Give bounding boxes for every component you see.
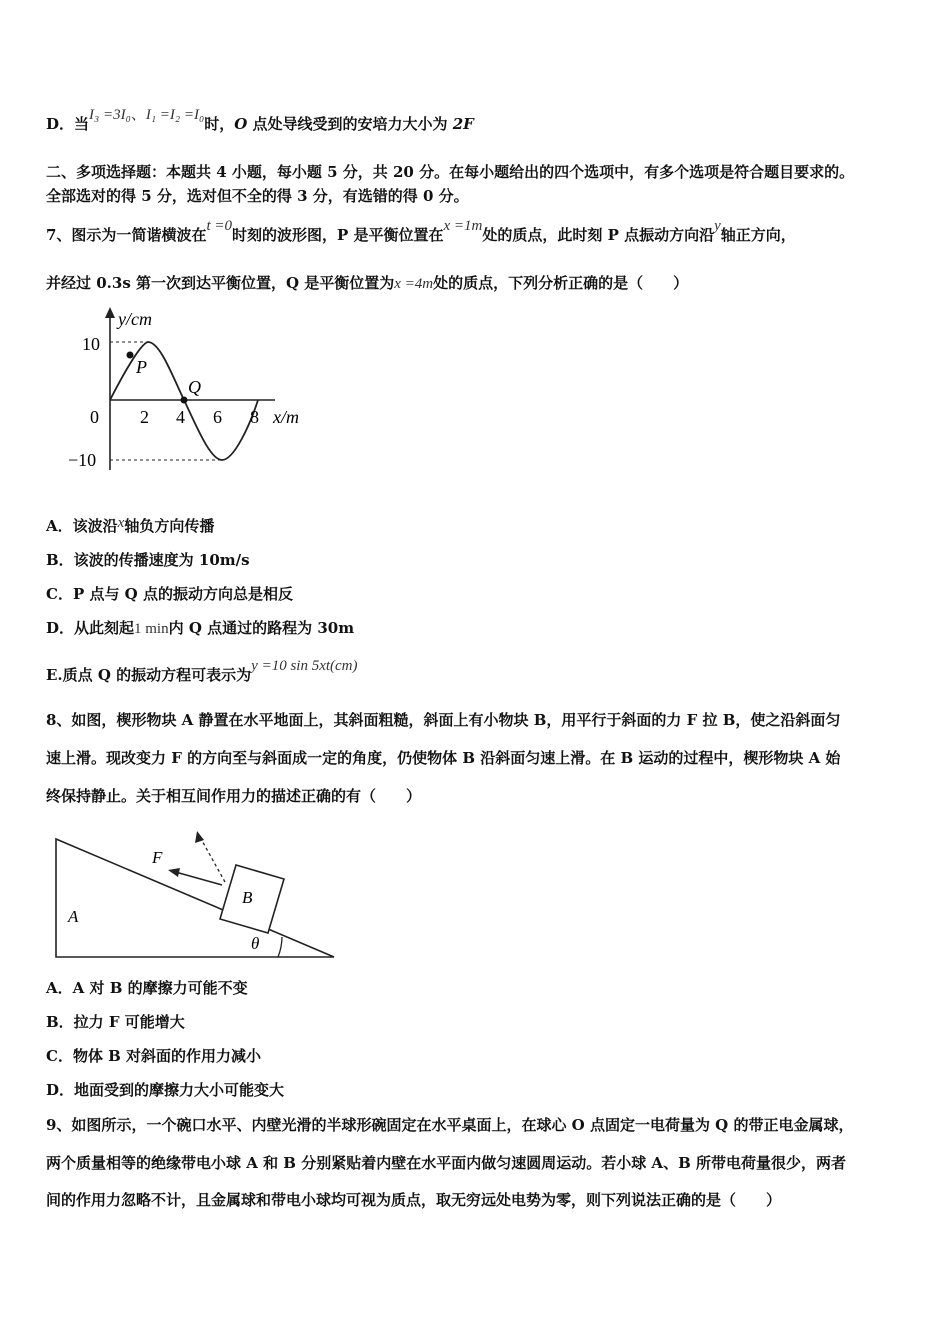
q7-option-a-math: x — [117, 515, 125, 531]
q7-option-c: C．P 点与 Q 点的振动方向总是相反 — [46, 585, 293, 603]
q7-math-y: y — [714, 218, 721, 234]
q7-option-a-text-2: 轴负方向传播 — [124, 517, 215, 535]
section-2-line-2: 全部选对的得 5 分，选对但不全的得 3 分，有选错的得 0 分。 — [46, 187, 469, 205]
q7-option-d-text-2: 内 Q 点通过的路程为 30m — [168, 619, 355, 637]
q6-option-d — [46, 107, 474, 135]
label-theta: θ — [251, 934, 260, 953]
q7-option-d — [46, 618, 354, 639]
q7-math-x1: x =1m — [443, 218, 483, 234]
q6-answer-2f: 2F — [452, 115, 474, 133]
wave-ytick-neg10: −10 — [68, 450, 97, 470]
q7-option-d-math: 1 min — [134, 621, 169, 637]
wave-xlabel: x/m — [273, 407, 299, 427]
q8-stem-line-2: 速上滑。现改变力 F 的方向至与斜面成一定的角度，仍使物体 B 沿斜面匀速上滑。在 B 运动的过程中，楔形物块 A 始 — [46, 749, 841, 767]
wave-xtick-2: 2 — [140, 407, 149, 427]
q6-text-1: 时， — [204, 115, 235, 133]
q9-stem-line-2: 两个质量相等的绝缘带电小球 A 和 B 分别紧贴着内壁在水平面内做匀速圆周运动。若小球 A、B 所带电荷量很少，两者 — [46, 1154, 846, 1172]
force-dashed-arrowhead — [195, 831, 204, 843]
q8-option-c: C．物体 B 对斜面的作用力减小 — [46, 1047, 262, 1065]
wave-ylabel: y/cm — [118, 309, 152, 329]
q7-math-t: t =0 — [206, 218, 232, 234]
q7-math-x4: x =4m — [394, 276, 434, 292]
q8-stem-line-1: 8、如图，楔形物块 A 静置在水平地面上，其斜面粗糙，斜面上有小物块 B，用平行于斜面的力 F 拉 B，使之沿斜面匀 — [46, 711, 841, 729]
q6-math-sep: 、 — [130, 107, 146, 123]
wave-point-q — [181, 397, 188, 404]
q8-option-b: B．拉力 F 可能增大 — [46, 1013, 185, 1031]
label-force-f: F — [152, 848, 163, 867]
q7-option-d-text-1: D．从此刻起 — [46, 619, 135, 637]
q7-stem-line-1 — [46, 218, 796, 246]
force-f-arrow — [172, 871, 222, 885]
q6-math-i1-i2: I₁ =I₂ =I₀ — [145, 107, 205, 123]
wave-xtick-6: 6 — [213, 407, 222, 427]
theta-arc — [278, 937, 282, 957]
q6-option-d-label: D．当 — [46, 115, 90, 133]
wave-point-p — [127, 352, 134, 359]
q7-text-5: 并经过 0.3s 第一次到达平衡位置，Q 是平衡位置为 — [46, 274, 395, 292]
wave-ytick-10: 10 — [82, 334, 100, 354]
force-dashed-arrow — [200, 837, 225, 882]
q6-math-i3: I₃ =3I₀ — [89, 107, 131, 123]
q7-text-2: 时刻的波形图，P 是平衡位置在 — [232, 226, 444, 244]
q7-stem-line-2 — [46, 273, 688, 294]
label-block-b: B — [242, 888, 253, 907]
wedge-a — [56, 839, 334, 957]
wave-xtick-0: 0 — [90, 407, 99, 427]
q7-option-e-math: y =10 sin 5xt(cm) — [251, 658, 358, 674]
incline-figure — [50, 825, 350, 965]
q7-option-a-text-1: A．该波沿 — [46, 517, 118, 535]
q8-stem-line-3: 终保持静止。关于相互间作用力的描述正确的有（ ） — [46, 787, 422, 805]
q7-text-6: 处的质点，下列分析正确的是（ ） — [433, 274, 689, 292]
force-f-arrowhead — [168, 868, 180, 877]
q6-text-2: 点处导线受到的安培力大小为 — [247, 115, 453, 133]
q7-text-1: 7、图示为一简谐横波在 — [46, 226, 207, 244]
q7-option-e — [46, 658, 358, 686]
label-wedge-a: A — [68, 907, 79, 926]
q7-text-3: 处的质点，此时刻 P 点振动方向沿 — [482, 226, 715, 244]
section-2-line-1: 二、多项选择题：本题共 4 小题，每小题 5 分，共 20 分。在每小题给出的四个选项中，有多个选项是符合题目要求的。 — [46, 163, 855, 181]
wave-xtick-8: 8 — [250, 407, 259, 427]
q8-option-d: D．地面受到的摩擦力大小可能变大 — [46, 1081, 285, 1099]
wave-label-p: P — [136, 357, 147, 377]
q9-stem-line-1: 9、如图所示，一个碗口水平、内壁光滑的半球形碗固定在水平桌面上，在球心 O 点固定一电荷量为 Q 的带正电金属球， — [46, 1116, 854, 1134]
wave-y-arrow — [105, 307, 115, 318]
q7-option-a — [46, 516, 214, 537]
q9-stem-line-3: 间的作用力忽略不计，且金属球和带电小球均可视为质点，取无穷远处电势为零，则下列说法正确的是（ ） — [46, 1191, 782, 1209]
q7-option-e-text: E.质点 Q 的振动方程可表示为 — [46, 666, 252, 684]
q6-point-o: O — [234, 115, 248, 133]
q8-option-a: A．A 对 B 的摩擦力可能不变 — [46, 979, 248, 997]
q7-text-4: 轴正方向， — [720, 226, 796, 244]
q7-option-b: B．该波的传播速度为 10m/s — [46, 551, 250, 569]
wave-chart — [60, 305, 330, 485]
wave-label-q: Q — [188, 377, 201, 397]
wave-xtick-4: 4 — [176, 407, 185, 427]
